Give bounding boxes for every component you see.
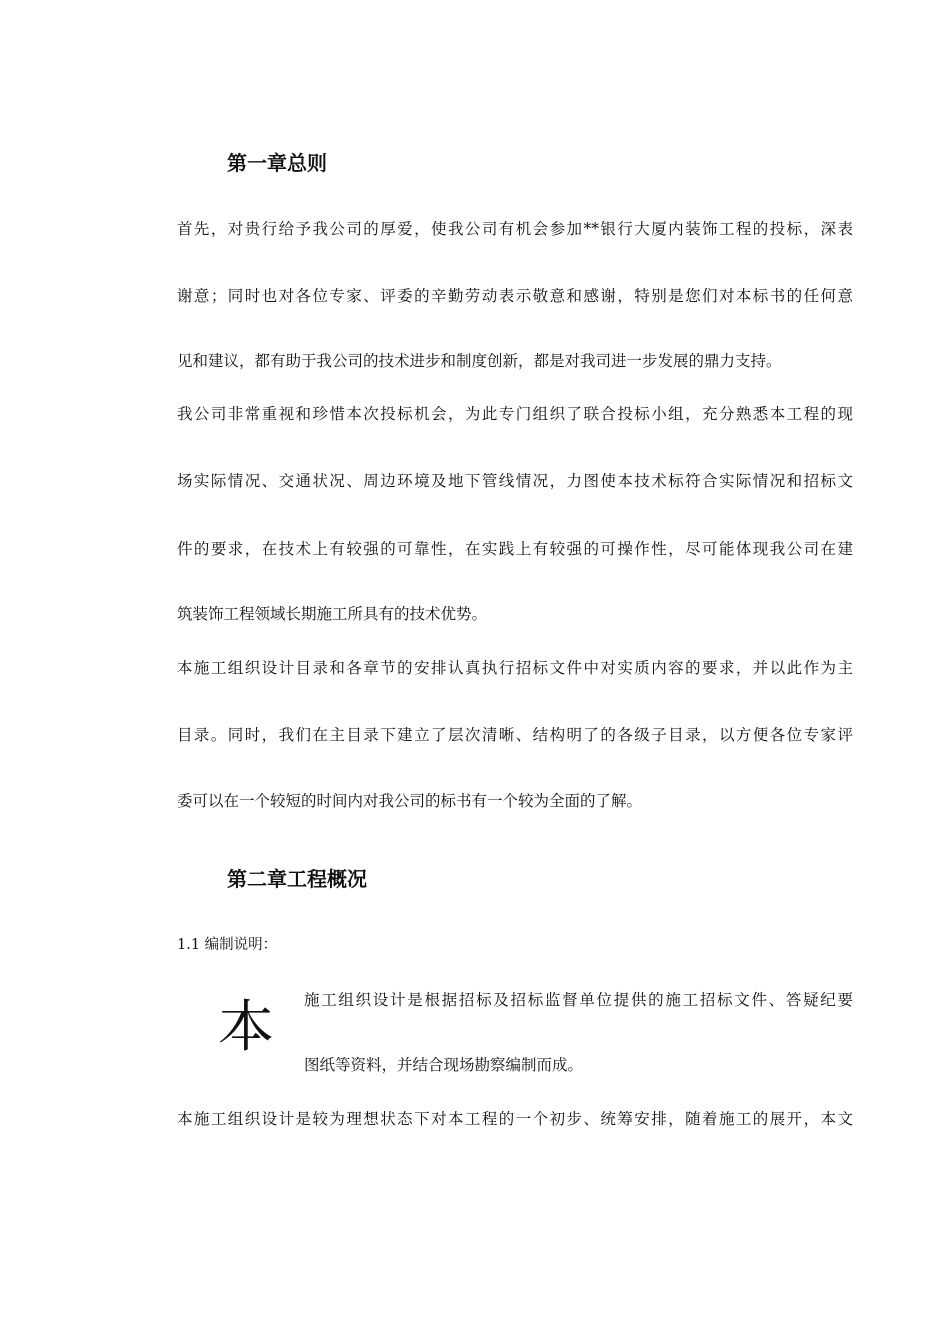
paragraph-2-line-2: 场实际情况、交通状况、周边环境及地下管线情况，力图使本技术标符合实际情况和招标文 [177,472,853,490]
paragraph-1-line-3: 见和建议，都有助于我公司的技术进步和制度创新，都是对我司进一步发展的鼎力支持。 [177,352,782,370]
chapter-1-title: 第一章总则 [227,151,327,175]
paragraph-2-line-3: 件的要求，在技术上有较强的可靠性，在实践上有较强的可操作性，尽可能体现我公司在建 [177,540,853,558]
paragraph-2-line-1: 我公司非常重视和珍惜本次投标机会，为此专门组织了联合投标小组，充分熟悉本工程的现 [177,405,853,423]
paragraph-2-line-4: 筑装饰工程领域长期施工所具有的技术优势。 [177,605,488,623]
paragraph-3-line-2: 目录。同时，我们在主目录下建立了层次清晰、结构明了的各级子目录，以方便各位专家评 [177,726,853,744]
paragraph-1-line-2: 谢意；同时也对各位专家、评委的辛勤劳动表示敬意和感谢，特别是您们对本标书的任何意 [177,287,853,305]
paragraph-4-line-1: 本施工组织设计是较为理想状态下对本工程的一个初步、统筹安排，随着施工的展开，本文 [177,1110,853,1128]
paragraph-1-line-1: 首先，对贵行给予我公司的厚爱，使我公司有机会参加**银行大厦内装饰工程的投标，深表 [177,220,853,238]
paragraph-3-line-1: 本施工组织设计目录和各章节的安排认真执行招标文件中对实质内容的要求，并以此作为主 [177,659,853,677]
dropcap-line-1: 施工组织设计是根据招标及招标监督单位提供的施工招标文件、答疑纪要 [304,991,853,1009]
paragraph-3-line-3: 委可以在一个较短的时间内对我公司的标书有一个较为全面的了解。 [177,792,643,810]
drop-cap: 本 [218,995,274,1060]
dropcap-line-2: 图纸等资料，并结合现场勘察编制而成。 [304,1056,584,1074]
chapter-2-title: 第二章工程概况 [227,867,367,891]
section-1-1-heading: 1.1 编制说明： [177,937,278,953]
